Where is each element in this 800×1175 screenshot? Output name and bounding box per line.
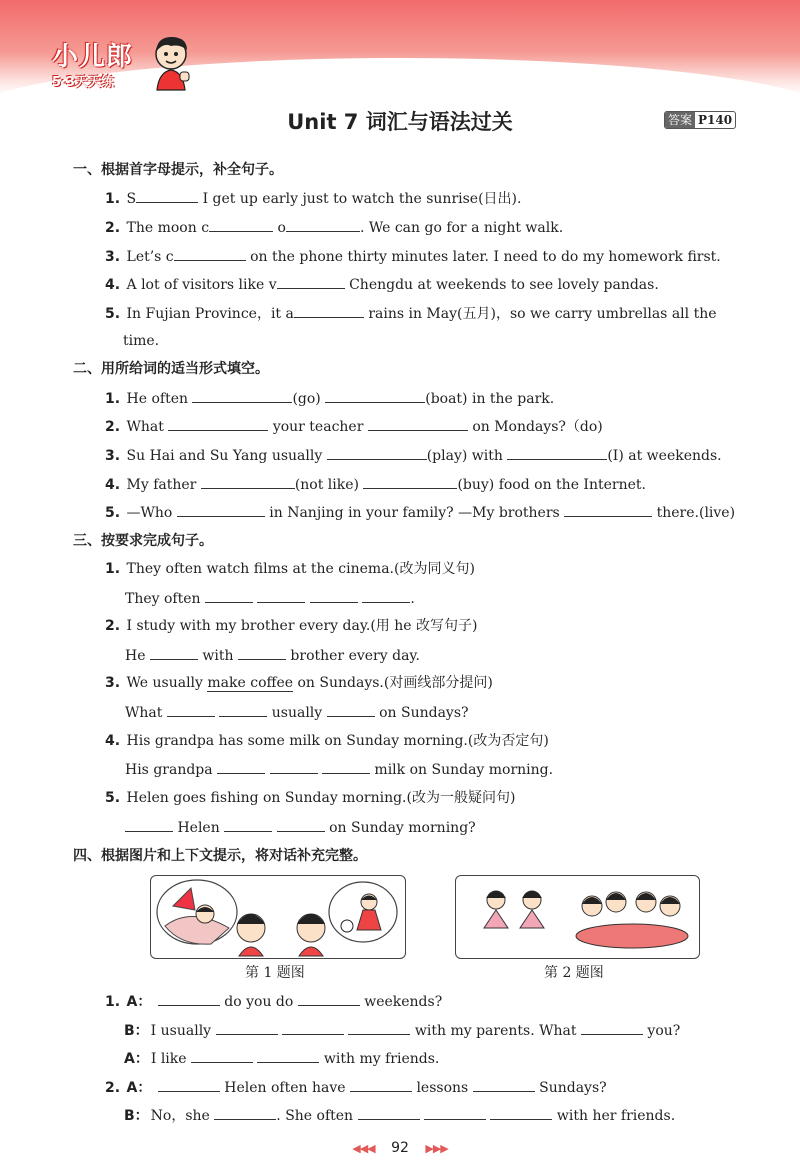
blank[interactable]	[294, 303, 364, 318]
blank[interactable]	[277, 817, 325, 832]
q-text: (buy) food on the Internet.	[457, 477, 646, 493]
q-text: (play) with	[426, 448, 503, 464]
mascot-boy-icon	[147, 32, 195, 92]
blank[interactable]	[322, 759, 370, 774]
picture-1	[150, 875, 406, 959]
s2-q4	[105, 474, 646, 495]
s2-q3	[105, 445, 722, 466]
page-number: 92	[391, 1140, 409, 1156]
s4-q1-b	[124, 1020, 680, 1041]
blank[interactable]	[238, 645, 286, 660]
speaker-label: B：	[124, 1108, 149, 1124]
q-text: What	[126, 419, 164, 435]
speaker-label: A：	[126, 1080, 152, 1096]
q-text: in Nanjing in your family? —My brothers	[269, 505, 560, 521]
q-text: Chengdu at weekends to see lovely pandas.	[349, 277, 659, 293]
blank[interactable]	[298, 991, 360, 1006]
q-text: I get up early just to watch the sunrise(日出).	[202, 191, 522, 207]
q-text: . She often	[276, 1108, 354, 1124]
s1-q5-cont: time.	[123, 333, 160, 349]
blank[interactable]	[286, 217, 360, 232]
section-2-heading: 二、用所给词的适当形式填空。	[73, 361, 269, 377]
q-text: your teacher	[272, 419, 364, 435]
picture-2-illustration	[456, 876, 699, 958]
q-text: (go)	[292, 391, 321, 407]
blank[interactable]	[368, 416, 468, 431]
q-text: rains in May(五月)，so we carry umbrellas all the	[368, 306, 717, 322]
q-text: I like	[150, 1051, 187, 1067]
q-text: Helen	[177, 820, 220, 836]
blank[interactable]	[282, 1020, 344, 1035]
q-number: 4.	[105, 477, 121, 493]
q-text: A lot of visitors like v	[126, 277, 277, 293]
q-text: Let’s c	[126, 249, 174, 265]
s3-q2-answer	[125, 645, 420, 666]
blank[interactable]	[327, 702, 375, 717]
blank[interactable]	[363, 474, 457, 489]
blank[interactable]	[327, 445, 427, 460]
q-text: His grandpa	[125, 762, 213, 778]
q-text: He often	[126, 391, 188, 407]
blank[interactable]	[564, 502, 652, 517]
section-4-heading: 四、根据图片和上下文提示，将对话补充完整。	[73, 848, 367, 864]
answer-ref	[664, 111, 736, 129]
blank[interactable]	[158, 1077, 220, 1092]
s3-q5	[105, 788, 515, 808]
blank[interactable]	[270, 759, 318, 774]
q-text: weekends?	[364, 994, 443, 1010]
q-number: 5.	[105, 306, 121, 322]
q-text: you?	[647, 1023, 681, 1039]
blank[interactable]	[325, 388, 425, 403]
blank[interactable]	[216, 1020, 278, 1035]
s4-q1-a	[105, 991, 442, 1012]
s2-q1	[105, 388, 554, 409]
q-number: 3.	[105, 675, 121, 691]
blank[interactable]	[490, 1105, 552, 1120]
speaker-label: A：	[124, 1051, 149, 1067]
q-text: I study with my brother every day.(用 he 改写句子)	[126, 618, 478, 634]
s1-q3	[105, 246, 721, 267]
q-text: milk on Sunday morning.	[374, 762, 554, 778]
picture-1-illustration	[151, 876, 405, 958]
blank[interactable]	[507, 445, 607, 460]
section-1-heading: 一、根据首字母提示，补全句子。	[73, 162, 283, 178]
caption-2: 第 2 题图	[544, 965, 604, 981]
q-number: 2.	[105, 419, 121, 435]
page-title: Unit 7 词汇与语法过关	[287, 110, 513, 134]
blank[interactable]	[158, 991, 220, 1006]
blank[interactable]	[358, 1105, 420, 1120]
s1-q1	[105, 188, 521, 209]
q-text: do you do	[224, 994, 294, 1010]
q-number: 4.	[105, 733, 121, 749]
s1-q4	[105, 274, 659, 295]
blank[interactable]	[350, 1077, 412, 1092]
answer-label: 答案	[665, 112, 695, 128]
q-text: No，she	[150, 1108, 210, 1124]
q-number: 3.	[105, 249, 121, 265]
q-text: Helen goes fishing on Sunday morning.(改为一般疑问句)	[126, 790, 516, 806]
answer-page: P140	[698, 113, 733, 127]
speaker-label: B：	[124, 1023, 149, 1039]
blank[interactable]	[168, 416, 268, 431]
q-text: (I) at weekends.	[607, 448, 722, 464]
blank[interactable]	[310, 588, 358, 603]
q-text: there.(live)	[656, 505, 736, 521]
q-text: What	[125, 705, 163, 721]
s3-q3-answer	[125, 702, 469, 723]
q-text: usually	[271, 705, 323, 721]
q-text: S	[126, 191, 137, 207]
q-text: on the phone thirty minutes later. I need to do my homework first.	[250, 249, 721, 265]
blank[interactable]	[167, 702, 215, 717]
q-text: Helen often have	[224, 1080, 346, 1096]
blank[interactable]	[214, 1105, 276, 1120]
blank[interactable]	[150, 645, 198, 660]
q-text: with my friends.	[323, 1051, 440, 1067]
s2-q5	[105, 502, 735, 523]
s3-q1-answer	[125, 588, 415, 609]
blank[interactable]	[277, 274, 345, 289]
prev-arrows-icon: ◀◀◀	[352, 1142, 375, 1155]
blank[interactable]	[174, 246, 246, 261]
q-text: on Sunday morning?	[329, 820, 476, 836]
blank[interactable]	[125, 817, 173, 832]
q-text: lessons	[416, 1080, 469, 1096]
s4-q1-c	[124, 1048, 439, 1069]
blank[interactable]	[136, 188, 198, 203]
q-text: with my parents. What	[414, 1023, 577, 1039]
q-text: on Mondays?（do)	[472, 419, 603, 435]
picture-2	[455, 875, 700, 959]
q-number: 4.	[105, 277, 121, 293]
blank[interactable]	[257, 1048, 319, 1063]
q-number: 2.	[105, 220, 121, 236]
speaker-label: A：	[126, 994, 152, 1010]
blank[interactable]	[424, 1105, 486, 1120]
s1-q5	[105, 303, 717, 324]
q-text: Sundays?	[539, 1080, 607, 1096]
s4-q2-b	[124, 1105, 675, 1126]
q-text: My father	[126, 477, 197, 493]
q-number: 5.	[105, 790, 121, 806]
s3-q1	[105, 559, 475, 579]
q-text: (boat) in the park.	[425, 391, 555, 407]
brand-name: 小儿郎	[52, 42, 134, 72]
q-text: His grandpa has some milk on Sunday morning.(改为否定句)	[126, 733, 549, 749]
q-text: . We can go for a night walk.	[359, 220, 564, 236]
q-text: .	[410, 591, 415, 607]
q-text: I usually	[150, 1023, 212, 1039]
blank[interactable]	[257, 588, 305, 603]
q-text: on Sundays?	[379, 705, 469, 721]
next-arrows-icon: ▶▶▶	[425, 1142, 448, 1155]
underlined-phrase: make coffee	[207, 675, 294, 691]
q-number: 3.	[105, 448, 121, 464]
q-number: 5.	[105, 505, 121, 521]
blank[interactable]	[205, 588, 253, 603]
blank[interactable]	[192, 388, 292, 403]
blank[interactable]	[219, 702, 267, 717]
section-3-heading: 三、按要求完成句子。	[73, 533, 213, 549]
blank[interactable]	[362, 588, 410, 603]
q-text: In Fujian Province，it a	[126, 306, 294, 322]
blank[interactable]	[473, 1077, 535, 1092]
q-text: on Sundays.(对画线部分提问)	[297, 675, 493, 691]
q-text: —Who	[126, 505, 173, 521]
q-text: Su Hai and Su Yang usually	[126, 448, 323, 464]
q-text: We usually	[126, 675, 203, 691]
brand-logo	[52, 36, 133, 90]
q-number: 1.	[105, 191, 121, 207]
s3-q3	[105, 673, 493, 693]
q-text: They often	[125, 591, 201, 607]
s3-q2	[105, 616, 477, 636]
blank[interactable]	[224, 817, 272, 832]
s3-q5-answer	[125, 817, 476, 838]
s1-q2	[105, 217, 563, 238]
s4-q2-a	[105, 1077, 607, 1098]
q-text: They often watch films at the cinema.(改为同义句)	[126, 561, 475, 577]
q-text: with	[202, 648, 234, 664]
q-number: 1.	[105, 994, 121, 1010]
q-text: brother every day.	[290, 648, 420, 664]
blank[interactable]	[191, 1048, 253, 1063]
caption-1: 第 1 题图	[245, 965, 305, 981]
blank[interactable]	[348, 1020, 410, 1035]
q-text: (not like)	[294, 477, 359, 493]
page-footer	[0, 1140, 800, 1156]
q-text: o	[277, 220, 286, 236]
q-number: 1.	[105, 391, 121, 407]
blank[interactable]	[217, 759, 265, 774]
s3-q4-answer	[125, 759, 553, 780]
s3-q4	[105, 731, 549, 751]
q-number: 2.	[105, 1080, 121, 1096]
s2-q2	[105, 416, 603, 437]
brand-series: 5·3天天练	[52, 75, 115, 90]
q-text: The moon c	[126, 220, 210, 236]
blank[interactable]	[201, 474, 295, 489]
q-text: with her friends.	[556, 1108, 676, 1124]
q-text: He	[125, 648, 146, 664]
blank[interactable]	[177, 502, 265, 517]
q-number: 2.	[105, 618, 121, 634]
blank[interactable]	[209, 217, 273, 232]
q-number: 1.	[105, 561, 121, 577]
blank[interactable]	[581, 1020, 643, 1035]
